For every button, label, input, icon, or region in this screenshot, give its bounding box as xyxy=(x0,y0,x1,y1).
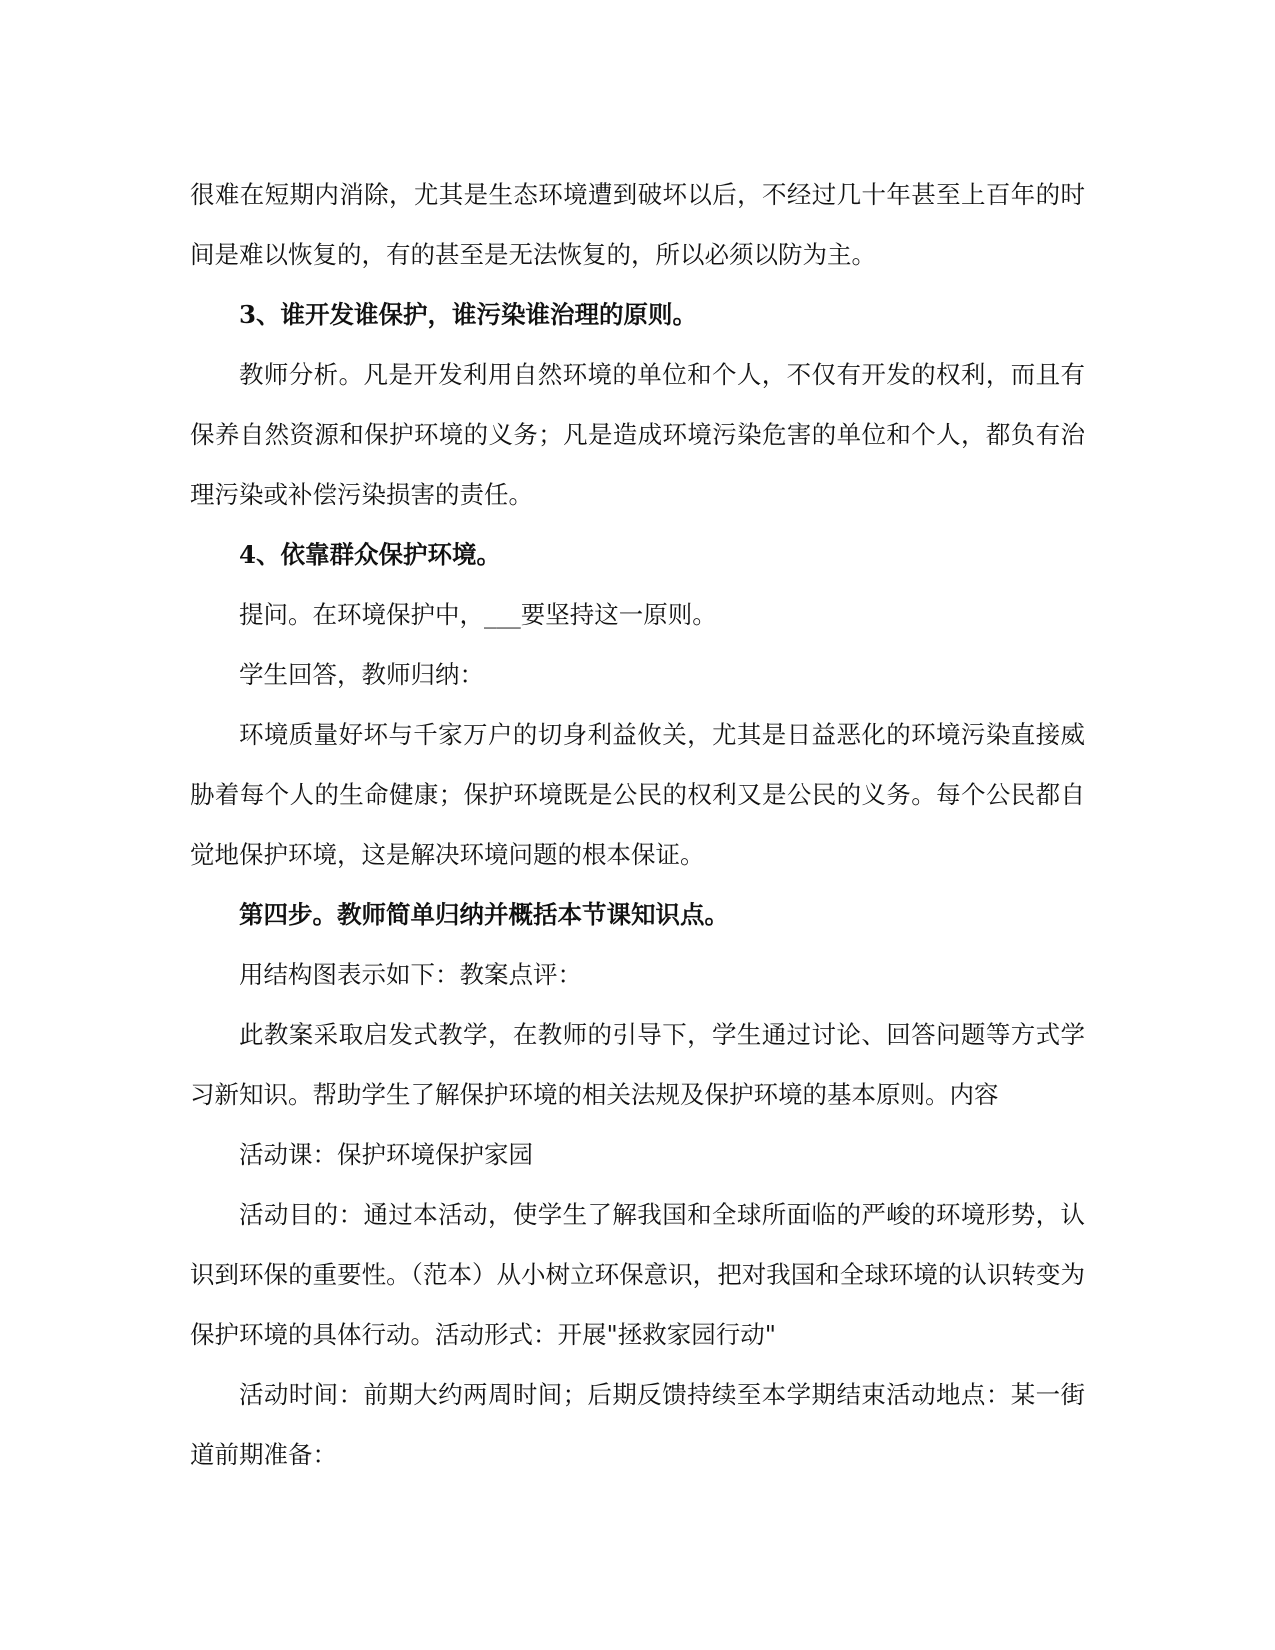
document-body xyxy=(190,165,1085,1485)
paragraph-activity-title: 活动课：保护环境保护家园 xyxy=(239,1140,533,1169)
paragraph-environment-quality: 环境质量好坏与千家万户的切身利益攸关，尤其是日益恶化的环境污染直接威胁着每个人的生命健康；保护环境既是公民的权利又是公民的义务。每个公民都自觉地保护环境，这是解决环境问题的根本保证。 xyxy=(190,720,1085,869)
paragraph-lesson-review: 此教案采取启发式教学，在教师的引导下，学生通过讨论、回答问题等方式学习新知识。帮助学生了解保护环境的相关法规及保护环境的基本原则。内容 xyxy=(190,1020,1085,1109)
section-heading-step-4: 第四步。教师简单归纳并概括本节课知识点。 xyxy=(239,900,729,929)
paragraph-teacher-analysis: 教师分析。凡是开发利用自然环境的单位和个人，不仅有开发的权利，而且有保养自然资源和保护环境的义务；凡是造成环境污染危害的单位和个人，都负有治理污染或补偿污染损害的责任。 xyxy=(190,360,1085,509)
section-heading-principle-4: 4、依靠群众保护环境。 xyxy=(239,540,502,569)
paragraph-activity-time: 活动时间：前期大约两周时间；后期反馈持续至本学期结束活动地点：某一街道前期准备： xyxy=(190,1380,1085,1469)
paragraph-structure-diagram: 用结构图表示如下：教案点评： xyxy=(239,960,582,989)
paragraph-activity-purpose: 活动目的：通过本活动，使学生了解我国和全球所面临的严峻的环境形势，认识到环保的重要性。（范本）从小树立环保意识，把对我国和全球环境的认识转变为保护环境的具体行动。活动形式：开展"拯救家园行动" xyxy=(190,1200,1085,1349)
paragraph-student-answer: 学生回答，教师归纳： xyxy=(239,660,484,689)
section-heading-principle-3: 3、谁开发谁保护，谁污染谁治理的原则。 xyxy=(239,300,698,329)
paragraph-continuation: 很难在短期内消除，尤其是生态环境遭到破坏以后，不经过几十年甚至上百年的时间是难以恢复的，有的甚至是无法恢复的，所以必须以防为主。 xyxy=(190,180,1085,269)
paragraph-question: 提问。在环境保护中，___要坚持这一原则。 xyxy=(239,600,717,629)
